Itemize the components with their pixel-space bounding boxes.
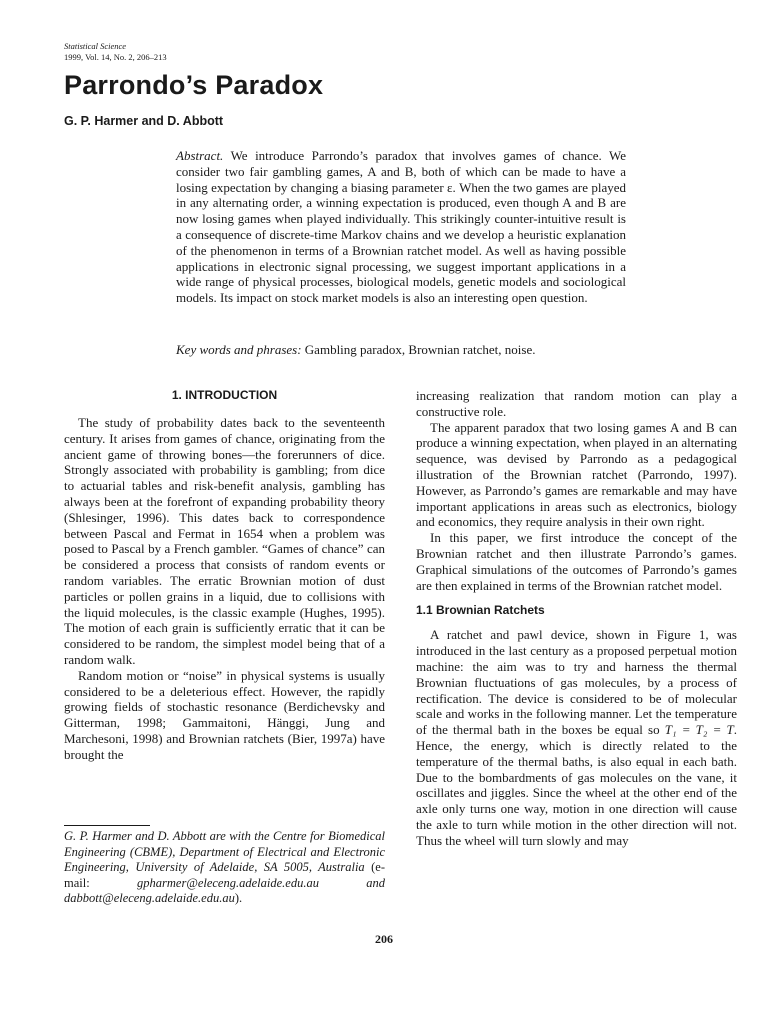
abstract [176,148,626,306]
intro-paragraph-2-continued: increasing realization that random motion can play a constructive role. [416,388,737,419]
temperature-equation: T₁ = T₂ = T [664,722,734,738]
footnote-rule [64,825,150,826]
intro-paragraph-3: The apparent paradox that two losing games A and B can produce a winning expectation, when played in an alternating sequence, was devised by Parrondo as a pedagogical illustration of the Brownian ratchet (Parrondo, 1997). However, as Parrondo’s games are remarkable and may have important applications in areas such as electronics, biology and economics, they require analysis in their own right. [416,419,737,530]
journal-name: Statistical Science [64,41,127,51]
section-heading-introduction: 1. INTRODUCTION [171,388,278,402]
footnote-emails: gpharmer@eleceng.adelaide.edu.au and dabbott@eleceng.adelaide.edu.au [64,875,386,906]
footnote-affiliation: G. P. Harmer and D. Abbott are with the Centre for Biomedical Engineering (CBME), Department of Electrical and Electronic Engineering, University of Adelaide, SA 5005, Australia [64,829,385,875]
footnote-email-lead: (e-mail: [64,860,385,890]
intro-paragraph-2: Random motion or “noise” in physical systems is usually considered to be a deleterious effect. However, the rapidly growing fields of stochastic resonance (Berdichevsky and Gitterman, 1998; Gammaitoni, Hänggi, Jung and Marchesoni, 1998) and Brownian ratchets (Bier, 1997a) have brought the [64,667,385,762]
keywords-text: Gambling paradox, Brownian ratchet, noise. [304,342,536,357]
keywords [176,342,626,358]
ratchet-paragraph-1 [416,627,737,848]
author-affiliation-footnote [64,829,385,907]
abstract-text: We introduce Parrondo’s paradox that involves games of chance. We consider two fair gambling games, A and B, both of which can be made to have a losing expectation by changing a biasing parameter ε. When the two games are played in any alternating order, a winning expectation is produced, even though A and B are now losing games when played individually. This strikingly counter-intuitive result is a consequence of discrete-time Markov chains and we develop a heuristic explanation of the phenomenon in terms of a Brownian ratchet model. As well as having possible applications in electronic signal processing, we suggest important applications in a wide range of physical processes, biological models, genetic models and sociological models. Its impact on stock market models is also an interesting open question. [176,148,626,306]
intro-paragraph-4: In this paper, we first introduce the concept of the Brownian ratchet and then illustrate Parrondo’s games. Graphical simulations of the outcomes of Parrondo’s games are then explained in terms of the Brownian ratchet model. [416,530,737,593]
intro-paragraph-1: The study of probability dates back to the seventeenth century. It arises from games of chance, originating from the ancient game of throwing bones—the forerunners of dice. Strongly associated with probability is gambling; from dice to actuarial tables and risk-benefit analysis, gambling has always been at the forefront of expanding probability theory (Shlesinger, 1996). This dates back to correspondence between Pascal and Fermat in 1654 when a problem was posed to Pascal by a French gambler. “Games of chance” can be considered a process that consists of random events or random variables. The erratic Brownian motion of dust particles or pollen grains in a liquid, due to collisions with the liquid molecules, is the classic example (Hughes, 1995). The motion of each grain is sufficiently erratic that it can be considered to be random, the simplest model being that of a random walk. [64,415,385,667]
left-column [64,388,385,763]
paper-title: Parrondo’s Paradox [64,70,324,100]
ratchet-paragraph-text-a: A ratchet and pawl device, shown in Figure 1, was introduced in the last century as a proposed perpetual motion machine: the aim was to try and harness the thermal Brownian fluctuations of gas molecules, by a process of rectification. The device is considered to be of molecular scale and works in the following manner. Let the temperature of the thermal bath in the boxes be equal so [416,627,737,738]
abstract-label: Abstract. [176,148,224,163]
paper-authors: G. P. Harmer and D. Abbott [64,114,224,128]
journal-header [64,41,167,62]
page-number: 206 [375,932,393,946]
subsection-heading-brownian-ratchets: 1.1 Brownian Ratchets [416,603,545,618]
ratchet-paragraph-text-b: . Hence, the energy, which is directly related to the temperature of the thermal baths, is also equal in each bath. Due to the bombardments of gas molecules on the vane, it oscillates and jiggles. Since the wheel at the other end of the axle only turns one way, motion in one direction will cause the axle to turn while motion in the other direction will not. Thus the wheel will turn slowly and may [416,722,737,848]
journal-citation: 1999, Vol. 14, No. 2, 206–213 [64,51,167,62]
keywords-label: Key words and phrases: [176,342,302,357]
footnote-email-end: ). [234,891,243,906]
right-column [416,388,737,849]
